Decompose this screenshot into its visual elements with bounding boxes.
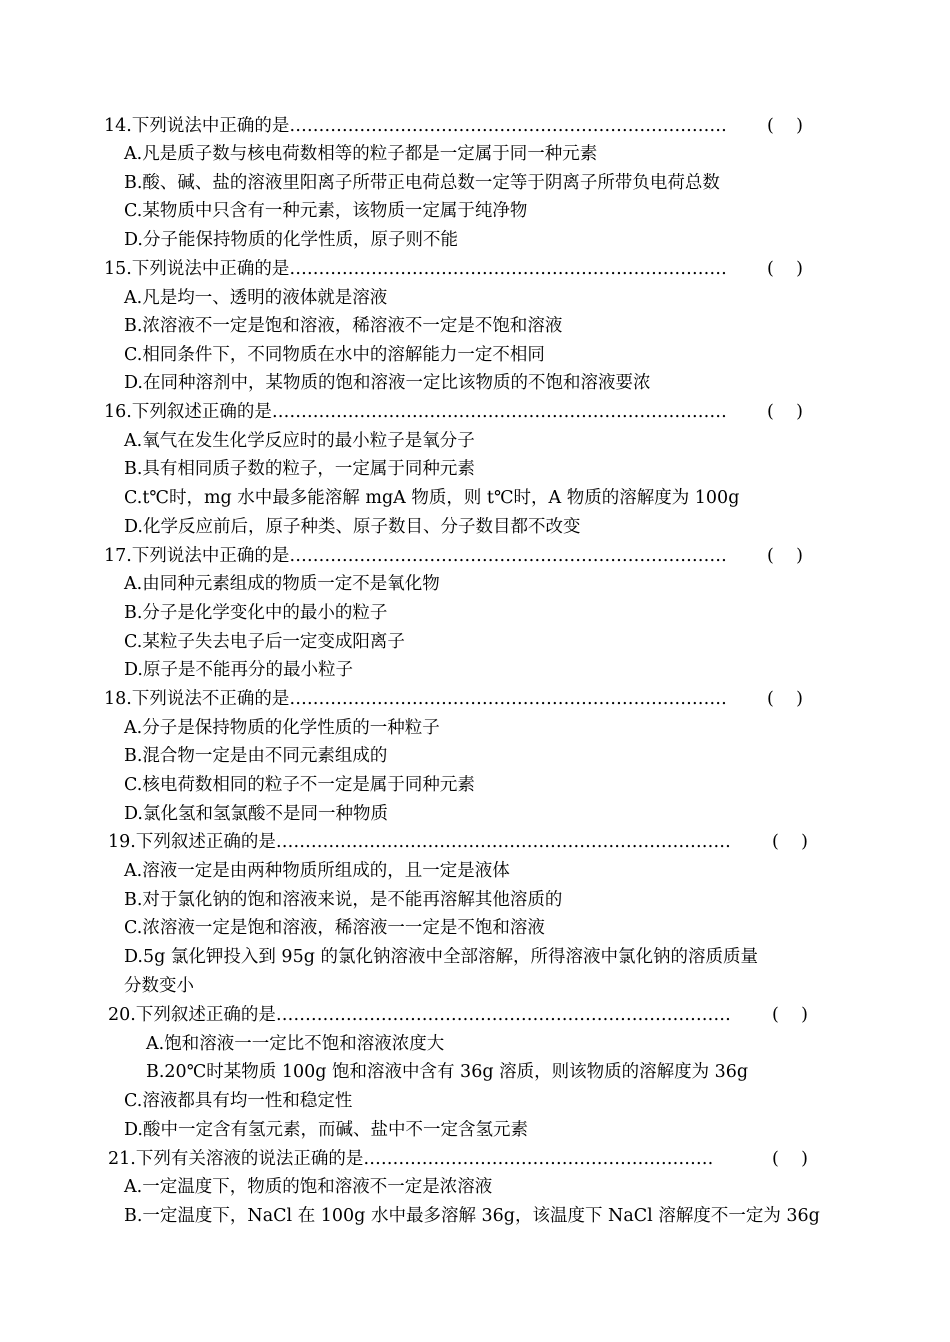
question-20-answer-blank: ( ) — [772, 1005, 808, 1025]
question-15-option-c: C.相同条件下，不同物质在水中的溶解能力一定不相同 — [124, 345, 545, 365]
question-15-option-d: D.在同种溶剂中，某物质的饱和溶液一定比该物质的不饱和溶液要浓 — [124, 373, 651, 393]
question-17-stem: 17.下列说法中正确的是………………………………………………………………… — [104, 546, 727, 566]
question-15-answer-blank: ( ) — [767, 259, 803, 279]
question-19-option-d: D.5g 氯化钾投入到 95g 的氯化钠溶液中全部溶解，所得溶液中氯化钠的溶质质量 — [124, 947, 758, 967]
question-14-option-b: B.酸、碱、盐的溶液里阳离子所带正电荷总数一定等于阴离子所带负电荷总数 — [124, 173, 720, 193]
question-20-stem: 20.下列叙述正确的是…………………………………………………………………… — [108, 1005, 731, 1025]
question-16-answer-blank: ( ) — [767, 402, 803, 422]
question-20-option-a: A.饱和溶液一一定比不饱和溶液浓度大 — [146, 1034, 445, 1054]
question-15-option-a: A.凡是均一、透明的液体就是溶液 — [124, 288, 388, 308]
question-16-option-c: C.t℃时，mg 水中最多能溶解 mgA 物质，则 t℃时，A 物质的溶解度为 100g — [124, 488, 740, 508]
question-18-option-a: A.分子是保持物质的化学性质的一种粒子 — [124, 718, 440, 738]
question-14-answer-blank: ( ) — [767, 116, 803, 136]
question-19-stem: 19.下列叙述正确的是…………………………………………………………………… — [108, 832, 731, 852]
question-16-option-b: B.具有相同质子数的粒子，一定属于同种元素 — [124, 459, 475, 479]
question-21-option-b: B.一定温度下，NaCl 在 100g 水中最多溶解 36g，该温度下 NaCl 溶解度不一定为 36g — [124, 1206, 820, 1226]
question-18-stem: 18.下列说法不正确的是………………………………………………………………… — [104, 689, 727, 709]
question-14-stem: 14.下列说法中正确的是………………………………………………………………… — [104, 116, 727, 136]
question-19-answer-blank: ( ) — [772, 832, 808, 852]
question-16-stem: 16.下列叙述正确的是…………………………………………………………………… — [104, 402, 727, 422]
question-16-option-d: D.化学反应前后，原子种类、原子数目、分子数目都不改变 — [124, 517, 581, 537]
question-19-option-c: C.浓溶液一定是饱和溶液，稀溶液一一定是不饱和溶液 — [124, 918, 545, 938]
question-21-answer-blank: ( ) — [772, 1149, 808, 1169]
question-15-stem: 15.下列说法中正确的是………………………………………………………………… — [104, 259, 727, 279]
question-14-option-a: A.凡是质子数与核电荷数相等的粒子都是一定属于同一种元素 — [124, 144, 598, 164]
question-18-option-b: B.混合物一定是由不同元素组成的 — [124, 746, 388, 766]
question-17-answer-blank: ( ) — [767, 546, 803, 566]
question-19-option-d-continued: 分数变小 — [124, 976, 194, 996]
question-21-stem: 21.下列有关溶液的说法正确的是…………………………………………………… — [108, 1149, 714, 1169]
question-18-option-d: D.氯化氢和氢氯酸不是同一种物质 — [124, 804, 388, 824]
question-20-option-d: D.酸中一定含有氢元素，而碱、盐中不一定含氢元素 — [124, 1120, 528, 1140]
question-14-option-d: D.分子能保持物质的化学性质，原子则不能 — [124, 230, 458, 250]
question-17-option-b: B.分子是化学变化中的最小的粒子 — [124, 603, 388, 623]
question-21-option-a: A.一定温度下，物质的饱和溶液不一定是浓溶液 — [124, 1177, 493, 1197]
question-20-option-c: C.溶液都具有均一性和稳定性 — [124, 1091, 353, 1111]
question-17-option-a: A.由同种元素组成的物质一定不是氧化物 — [124, 574, 440, 594]
question-19-option-a: A.溶液一定是由两种物质所组成的，且一定是液体 — [124, 861, 510, 881]
question-17-option-c: C.某粒子失去电子后一定变成阳离子 — [124, 632, 405, 652]
question-19-option-b: B.对于氯化钠的饱和溶液来说，是不能再溶解其他溶质的 — [124, 890, 563, 910]
question-18-option-c: C.核电荷数相同的粒子不一定是属于同种元素 — [124, 775, 475, 795]
question-16-option-a: A.氧气在发生化学反应时的最小粒子是氧分子 — [124, 431, 475, 451]
question-18-answer-blank: ( ) — [767, 689, 803, 709]
question-15-option-b: B.浓溶液不一定是饱和溶液，稀溶液不一定是不饱和溶液 — [124, 316, 563, 336]
question-17-option-d: D.原子是不能再分的最小粒子 — [124, 660, 353, 680]
question-20-option-b: B.20℃时某物质 100g 饱和溶液中含有 36g 溶质，则该物质的溶解度为 36g — [146, 1062, 749, 1082]
question-14-option-c: C.某物质中只含有一种元素，该物质一定属于纯净物 — [124, 201, 528, 221]
